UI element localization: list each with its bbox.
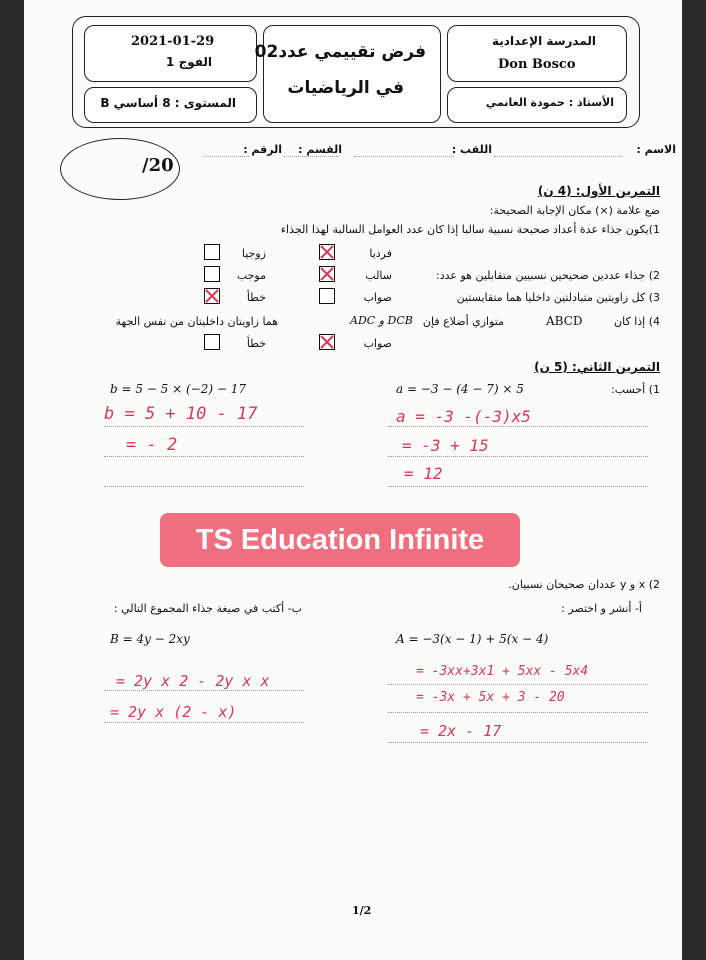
- answer-line: [388, 456, 648, 457]
- answer-line: [104, 722, 304, 723]
- answer-line: [104, 690, 304, 691]
- q2-option-negative: سالب: [365, 269, 392, 282]
- ex1-q2: 2) جذاء عددين صحيحين نسبيين متقابلين هو عدد:: [436, 269, 660, 282]
- q1-checkbox-odd[interactable]: [319, 244, 335, 260]
- answer-line: [104, 426, 304, 427]
- q3-checkbox-false[interactable]: [204, 288, 220, 304]
- exam-title: فرض تقييمي عدد02: [254, 42, 426, 62]
- ex2-q2b-label: ب- أكتب في صيغة جذاء المجموع التالي :: [113, 602, 302, 615]
- ex2-q2-label: 2) x و y عددان صحيحان نسبيان.: [508, 578, 660, 591]
- q3-option-false: خطأ: [246, 291, 266, 304]
- answer-line: [388, 684, 648, 685]
- title-box: [254, 25, 441, 123]
- ex1-instruction: ضع علامة (×) مكان الإجابة الصحيحة:: [489, 204, 660, 217]
- work-b-line1: b = 5 + 10 - 17: [104, 404, 258, 424]
- work-B-line1: = 2y x 2 - 2y x x: [116, 672, 270, 690]
- answer-line: [104, 456, 304, 457]
- expr-b: b = 5 − 5 × (−2) − 17: [110, 382, 247, 396]
- q4-option-true: صواب: [363, 337, 392, 350]
- q2-option-positive: موجب: [236, 269, 266, 282]
- checked-x-icon: [320, 245, 334, 259]
- number-label: الرقم :: [243, 143, 282, 156]
- q1-option-odd: فرديا: [369, 247, 392, 260]
- answer-line: [388, 426, 648, 427]
- checked-x-icon: [320, 335, 334, 349]
- name-label: الاسم :: [636, 143, 676, 156]
- ex1-q4-abcd: ABCD: [546, 314, 583, 328]
- ex2-q2a-label: أ- أنشر و اختصر :: [561, 602, 642, 615]
- page-number: 1/2: [352, 904, 372, 917]
- ex1-q4-start: 4) إذا كان: [614, 315, 660, 328]
- exam-subject: في الرياضيات: [287, 78, 404, 98]
- exam-page: [24, 0, 682, 960]
- number-field: [204, 156, 249, 157]
- answer-line: [388, 486, 648, 487]
- teacher-box: [447, 87, 627, 123]
- q1-checkbox-even[interactable]: [204, 244, 220, 260]
- name-field: [494, 156, 622, 157]
- level-label: المستوى : 8 أساسي B: [100, 96, 236, 110]
- ex2-title: التمرين الثاني: (5 ن): [534, 360, 660, 374]
- date-box: [84, 25, 257, 82]
- ex1-q1: 1)يكون جذاء عدة أعداد صحيحة نسبية سالبا إذا كان عدد العوامل السالبة لهذا الجذاء: [280, 223, 660, 236]
- work-a-line1: a = -3 -(-3)x5: [396, 407, 531, 426]
- answer-line: [388, 742, 648, 743]
- ex1-q4-middle: متوازي أضلاع فإن: [422, 315, 504, 328]
- exam-date: 2021-01-29: [131, 34, 215, 49]
- q4-checkbox-false[interactable]: [204, 334, 220, 350]
- work-A-line3: = 2x - 17: [420, 722, 502, 740]
- class-field: [284, 156, 339, 157]
- teacher-label: الأستاذ : حمودة الغانمي: [485, 96, 614, 109]
- work-A-line1: = -3xx+3x1 + 5xx - 5x4: [416, 664, 589, 679]
- expr-B: B = 4y − 2xy: [110, 632, 190, 646]
- expr-A: A = −3(x − 1) + 5(x − 4): [396, 632, 549, 646]
- work-b-line2: = - 2: [126, 435, 178, 455]
- surname-label: اللقب :: [451, 143, 492, 156]
- q4-option-false: خطأ: [246, 337, 266, 350]
- work-B-line2: = 2y x (2 - x): [110, 703, 237, 721]
- class-label: القسم :: [298, 143, 342, 156]
- work-a-line3: = 12: [404, 464, 443, 483]
- expr-a: a = −3 − (4 − 7) × 5: [396, 382, 524, 396]
- q2-checkbox-positive[interactable]: [204, 266, 220, 282]
- q3-option-true: صواب: [363, 291, 392, 304]
- group-label: الفوج 1: [166, 55, 212, 69]
- answer-line: [104, 486, 304, 487]
- school-name: Don Bosco: [498, 57, 576, 72]
- ex1-q4-angles: ADC و DCB: [350, 314, 413, 327]
- level-box: [84, 87, 257, 123]
- ex2-q1-label: 1) أحسب:: [611, 383, 660, 396]
- school-box: [447, 25, 627, 82]
- surname-field: [354, 156, 454, 157]
- work-A-line2: = -3x + 5x + 3 - 20: [416, 690, 565, 705]
- checked-x-icon: [320, 267, 334, 281]
- q2-checkbox-negative[interactable]: [319, 266, 335, 282]
- answer-line: [388, 712, 648, 713]
- ex1-q3: 3) كل زاويتين متبادلتين داخليا هما متقايستين: [456, 291, 660, 304]
- checked-x-icon: [205, 289, 219, 303]
- score-value: /20: [142, 155, 174, 176]
- work-a-line2: = -3 + 15: [402, 436, 489, 455]
- q4-checkbox-true[interactable]: [319, 334, 335, 350]
- q3-checkbox-true[interactable]: [319, 288, 335, 304]
- ex1-q4-end: هما زاويتان داخليتان من نفس الجهة: [115, 315, 278, 328]
- ex1-title: التمرين الأول: (4 ن): [537, 184, 660, 198]
- watermark-banner: TS Education Infinite: [160, 513, 520, 567]
- school-label: المدرسة الإعدادية: [492, 34, 596, 48]
- q1-option-even: زوجيا: [241, 247, 266, 260]
